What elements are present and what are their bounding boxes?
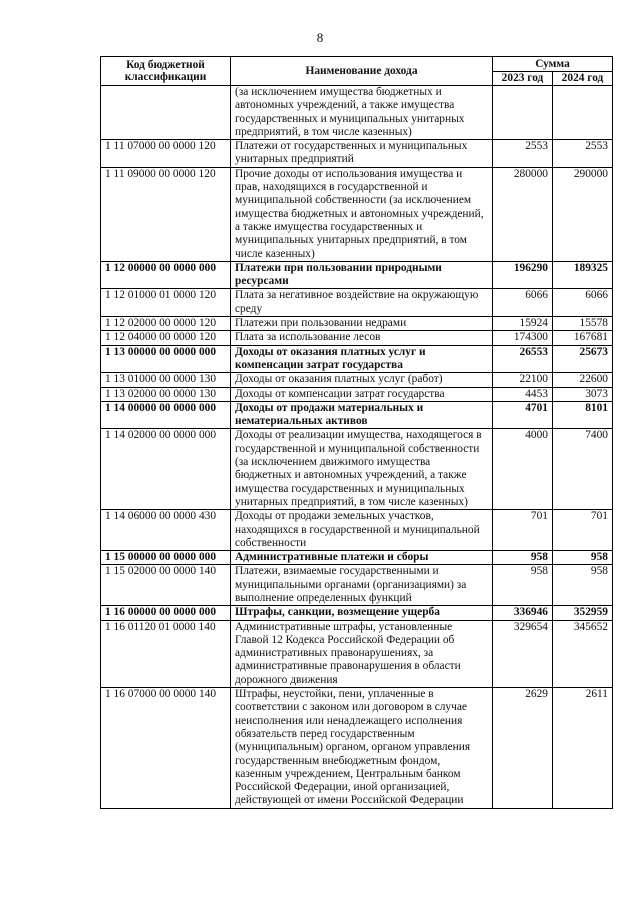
row-value-2023: 174300 <box>493 331 553 345</box>
row-name: Платежи при пользовании природными ресурсами <box>231 261 493 289</box>
row-code: 1 15 00000 00 0000 000 <box>101 551 231 565</box>
row-value-2023: 329654 <box>493 620 553 687</box>
row-value-2023: 6066 <box>493 289 553 317</box>
row-code: 1 11 07000 00 0000 120 <box>101 140 231 168</box>
row-value-2023: 336946 <box>493 606 553 620</box>
row-code: 1 16 07000 00 0000 140 <box>101 688 231 809</box>
row-name: Доходы от реализации имущества, находящегося в государственной и муниципальной собственности (за исключением движимого имущества бюджетных и автономных учреждений, а также имущества государственных и муниципальных унитарных предприятий, в том числе казенных) <box>231 429 493 510</box>
row-code: 1 12 02000 00 0000 120 <box>101 317 231 331</box>
row-value-2023: 22100 <box>493 373 553 387</box>
row-value-2023: 958 <box>493 551 553 565</box>
row-code: 1 14 00000 00 0000 000 <box>101 401 231 429</box>
table-body <box>101 86 613 809</box>
row-name: Доходы от продажи материальных и нематериальных активов <box>231 401 493 429</box>
row-code: 1 11 09000 00 0000 120 <box>101 167 231 261</box>
row-code <box>101 86 231 140</box>
row-value-2024 <box>553 86 613 140</box>
table-row <box>101 510 613 551</box>
row-value-2023: 26553 <box>493 345 553 373</box>
budget-revenue-table <box>100 56 613 809</box>
row-value-2024: 352959 <box>553 606 613 620</box>
table-row <box>101 167 613 261</box>
table-row <box>101 331 613 345</box>
row-value-2023 <box>493 86 553 140</box>
row-code: 1 16 01120 01 0000 140 <box>101 620 231 687</box>
table-row <box>101 261 613 289</box>
header-code: Код бюджетной классификации <box>101 57 231 86</box>
row-value-2024: 958 <box>553 551 613 565</box>
table-row <box>101 373 613 387</box>
row-value-2024: 290000 <box>553 167 613 261</box>
row-code: 1 12 00000 00 0000 000 <box>101 261 231 289</box>
row-value-2023: 2629 <box>493 688 553 809</box>
header-year-2024: 2024 год <box>553 71 613 86</box>
row-code: 1 13 02000 00 0000 130 <box>101 387 231 401</box>
row-value-2023: 2553 <box>493 140 553 168</box>
header-sum: Сумма <box>493 57 613 72</box>
row-code: 1 13 01000 00 0000 130 <box>101 373 231 387</box>
row-value-2024: 3073 <box>553 387 613 401</box>
row-value-2023: 280000 <box>493 167 553 261</box>
row-value-2023: 958 <box>493 565 553 606</box>
table-row <box>101 688 613 809</box>
row-value-2023: 4453 <box>493 387 553 401</box>
row-name: Административные платежи и сборы <box>231 551 493 565</box>
row-name: Доходы от компенсации затрат государства <box>231 387 493 401</box>
row-name: Доходы от оказания платных услуг (работ) <box>231 373 493 387</box>
row-value-2023: 196290 <box>493 261 553 289</box>
row-name: Административные штрафы, установленные Главой 12 Кодекса Российской Федерации об административных правонарушениях, за административные правонарушения в области дорожного движения <box>231 620 493 687</box>
table-row <box>101 387 613 401</box>
header-year-2023: 2023 год <box>493 71 553 86</box>
table-row <box>101 289 613 317</box>
row-value-2023: 4000 <box>493 429 553 510</box>
row-value-2024: 22600 <box>553 373 613 387</box>
row-name: Доходы от оказания платных услуг и компенсации затрат государства <box>231 345 493 373</box>
row-code: 1 15 02000 00 0000 140 <box>101 565 231 606</box>
page-number: 8 <box>316 30 324 45</box>
row-value-2024: 25673 <box>553 345 613 373</box>
row-value-2024: 7400 <box>553 429 613 510</box>
row-value-2024: 167681 <box>553 331 613 345</box>
row-code: 1 16 00000 00 0000 000 <box>101 606 231 620</box>
row-value-2024: 958 <box>553 565 613 606</box>
row-name: Прочие доходы от использования имущества и прав, находящихся в государственной и муниципальной собственности (за исключением имущества бюджетных и автономных учреждений, а также имущества государственных и муниципальных унитарных предприятий, в том числе казенных) <box>231 167 493 261</box>
table-row <box>101 429 613 510</box>
row-name: Плата за использование лесов <box>231 331 493 345</box>
row-value-2024: 15578 <box>553 317 613 331</box>
row-value-2024: 2553 <box>553 140 613 168</box>
row-value-2024: 189325 <box>553 261 613 289</box>
row-value-2023: 15924 <box>493 317 553 331</box>
row-code: 1 14 02000 00 0000 000 <box>101 429 231 510</box>
row-name: Платежи от государственных и муниципальных унитарных предприятий <box>231 140 493 168</box>
row-code: 1 12 04000 00 0000 120 <box>101 331 231 345</box>
row-name: Штрафы, санкции, возмещение ущерба <box>231 606 493 620</box>
table-row <box>101 620 613 687</box>
row-value-2024: 8101 <box>553 401 613 429</box>
row-code: 1 14 06000 00 0000 430 <box>101 510 231 551</box>
row-value-2023: 701 <box>493 510 553 551</box>
row-value-2024: 2611 <box>553 688 613 809</box>
row-code: 1 13 00000 00 0000 000 <box>101 345 231 373</box>
row-name: Платежи, взимаемые государственными и муниципальными органами (организациями) за выполнение определенных функций <box>231 565 493 606</box>
row-name: Платежи при пользовании недрами <box>231 317 493 331</box>
table-row <box>101 140 613 168</box>
table-row <box>101 551 613 565</box>
row-code: 1 12 01000 01 0000 120 <box>101 289 231 317</box>
table-row <box>101 606 613 620</box>
row-name: (за исключением имущества бюджетных и автономных учреждений, а также имущества государственных и муниципальных унитарных предприятий, в том числе казенных) <box>231 86 493 140</box>
row-value-2024: 345652 <box>553 620 613 687</box>
row-name: Штрафы, неустойки, пени, уплаченные в соответствии с законом или договором в случае неисполнения или ненадлежащего исполнения обязательств перед государственным (муниципальным) органом, органом управления государственным внебюджетным фондом, казенным учреждением, Центральным банком Российской Федерации, иной организацией, действующей от имени Российской Федерации <box>231 688 493 809</box>
table-row <box>101 345 613 373</box>
row-name: Плата за негативное воздействие на окружающую среду <box>231 289 493 317</box>
header-name: Наименование дохода <box>231 57 493 86</box>
row-value-2024: 6066 <box>553 289 613 317</box>
row-value-2023: 4701 <box>493 401 553 429</box>
table-row <box>101 317 613 331</box>
table-row <box>101 565 613 606</box>
row-name: Доходы от продажи земельных участков, находящихся в государственной и муниципальной собственности <box>231 510 493 551</box>
row-value-2024: 701 <box>553 510 613 551</box>
table-row <box>101 401 613 429</box>
table-row <box>101 86 613 140</box>
